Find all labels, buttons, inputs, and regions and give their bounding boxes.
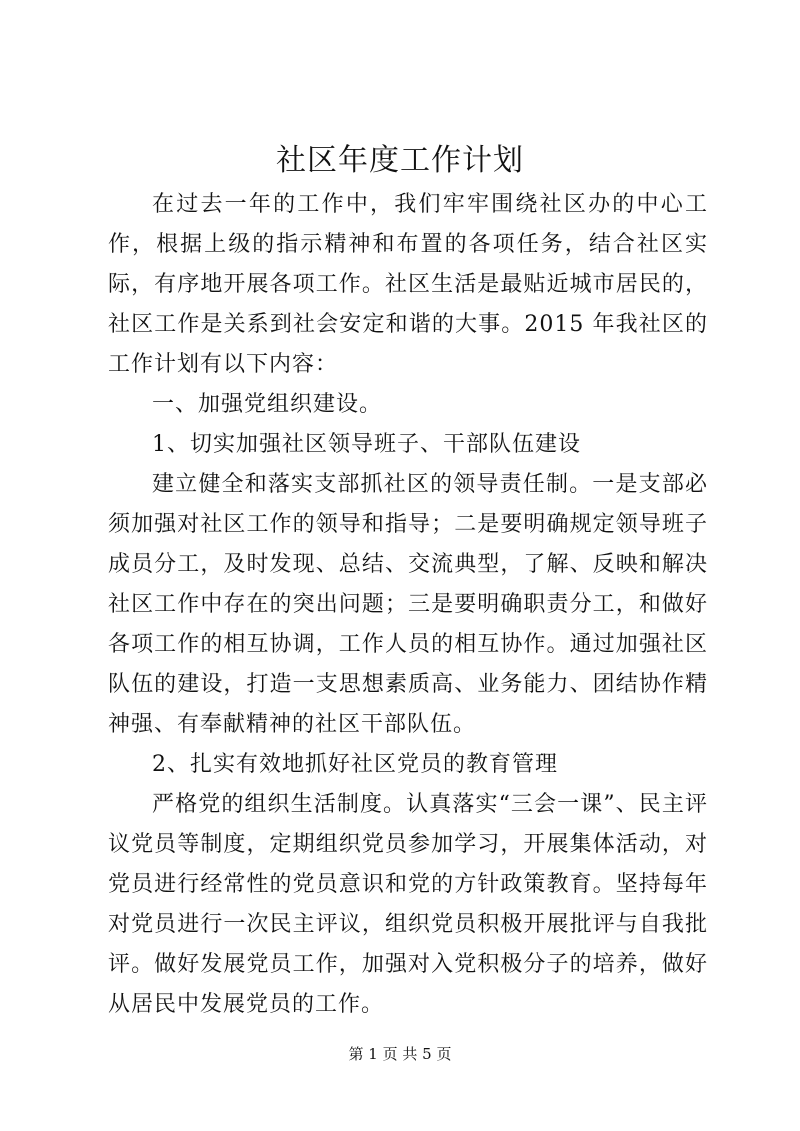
document-body xyxy=(108,185,708,1025)
document-title: 社区年度工作计划 xyxy=(276,143,524,178)
page-number-footer: 第 1 页 共 5 页 xyxy=(348,1045,452,1063)
intro-paragraph: 在过去一年的工作中，我们牢牢围绕社区办的中心工作，根据上级的指示精神和布置的各项任务，结合社区实际，有序地开展各项工作。社区生活是最贴近城市居民的，社区工作是关系到社会安定和谐的大事。2015 年我社区的工作计划有以下内容： xyxy=(108,192,708,377)
body-paragraph: 严格党的组织生活制度。认真落实“三会一课”、民主评议党员等制度，定期组织党员参加学习，开展集体活动，对党员进行经常性的党员意识和党的方针政策教育。坚持每年对党员进行一次民主评议，组织党员积极开展批评与自我批评。做好发展党员工作，加强对入党积极分子的培养，做好从居民中发展党员的工作。 xyxy=(108,792,708,1017)
section-heading-1: 一、加强党组织建设。 xyxy=(152,392,383,417)
body-paragraph: 建立健全和落实支部抓社区的领导责任制。一是支部必须加强对社区工作的领导和指导；二是要明确规定领导班子成员分工，及时发现、总结、交流典型，了解、反映和解决社区工作中存在的突出问题；三是要明确职责分工，和做好各项工作的相互协调，工作人员的相互协作。通过加强社区队伍的建设，打造一支思想素质高、业务能力、团结协作精神强、有奉献精神的社区干部队伍。 xyxy=(108,472,708,737)
subsection-heading-1: 1、切实加强社区领导班子、干部队伍建设 xyxy=(152,432,581,457)
subsection-heading-2: 2、扎实有效地抓好社区党员的教育管理 xyxy=(152,752,558,777)
